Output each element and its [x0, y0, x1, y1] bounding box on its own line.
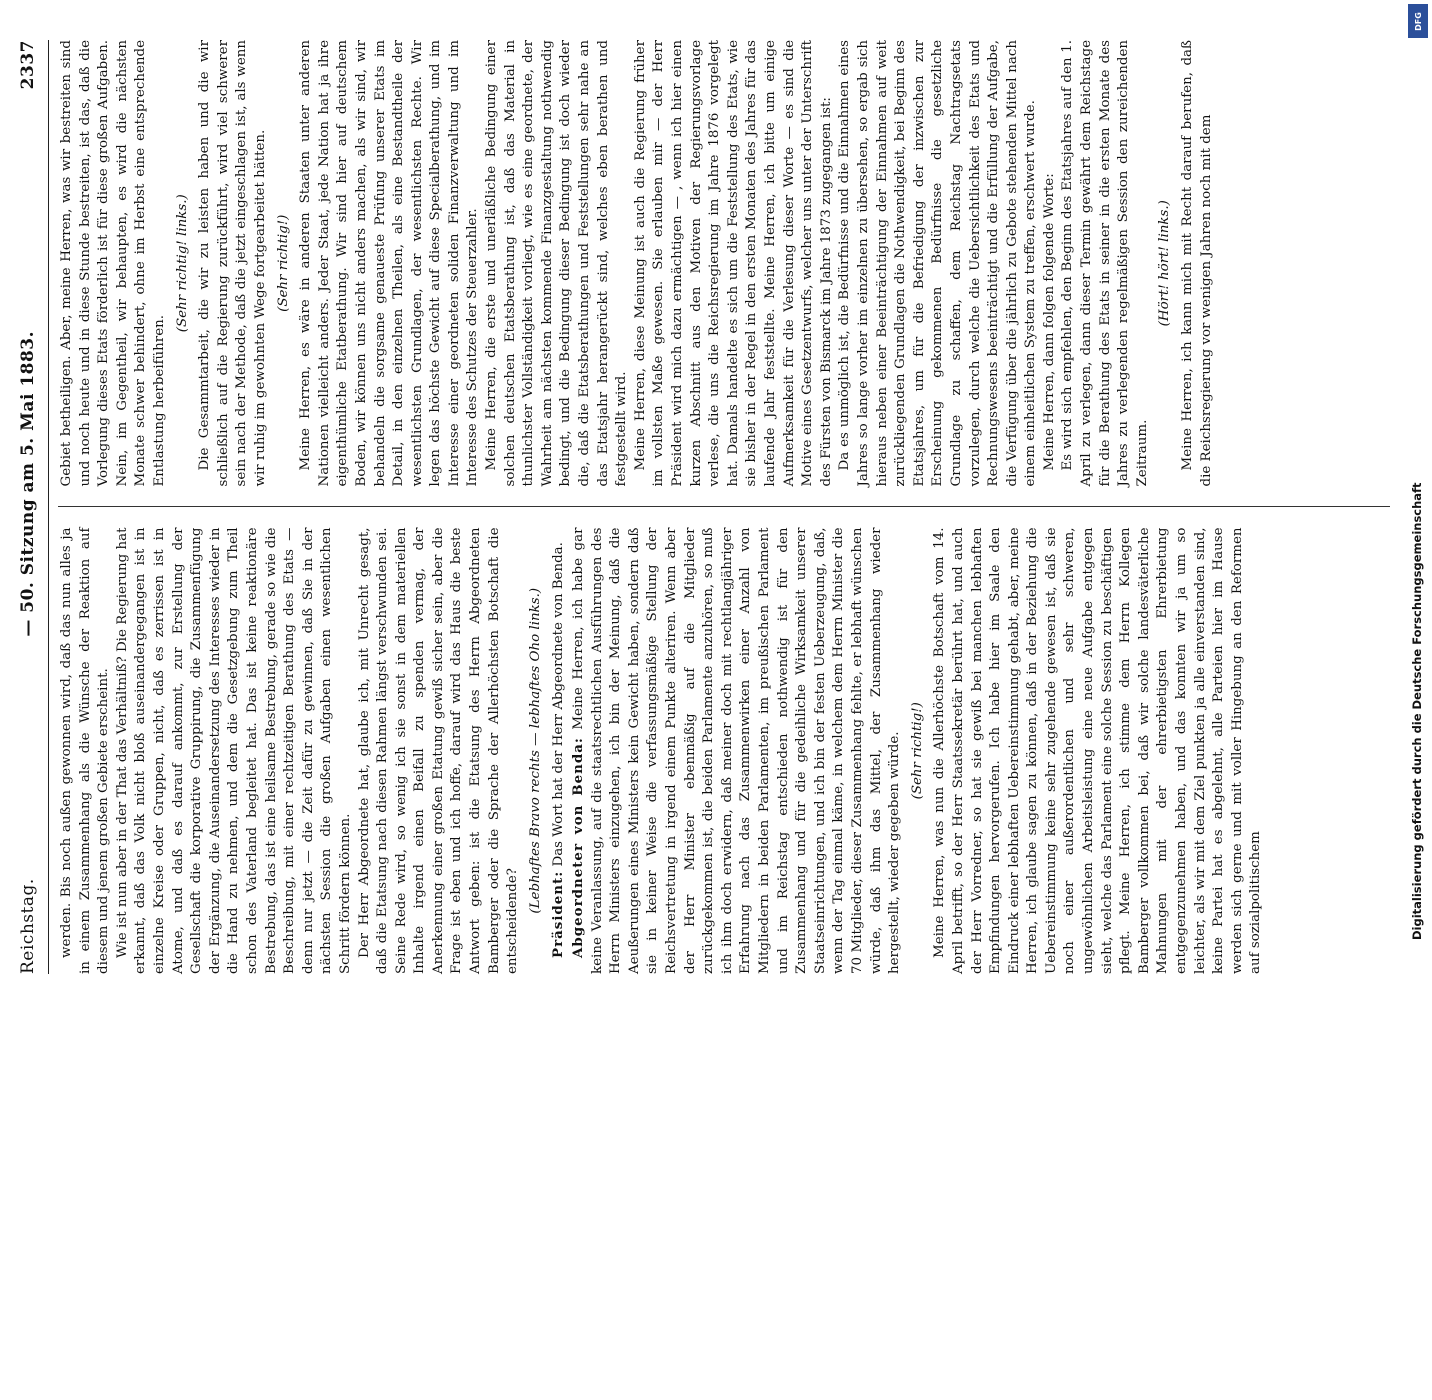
- paragraph: [1179, 40, 1216, 487]
- paragraph-text: Der Herr Abgeordnete hat, glaube ich, mit Unrecht gesagt, daß die Etatsung nach diesen Rahmen längst verschwunden sei. Seine Rede wird, so wenig ich sie sonst in dem materiellen Inhalte irgend einen Beifall zu spenden vermag, der Anerkennung einer großen Etatung gewiß sicher sein, aber die Frage ist eben und ich hoffe, darauf wird das Haus die beste Antwort geben: ist die Etatsung des Herrn Abgeordneten Bamberger oder die Sprache der Allerhöchsten Botschaft die entscheidende?: [356, 527, 521, 974]
- paragraph: [483, 40, 632, 487]
- paragraph: [836, 40, 1041, 487]
- paragraph-text: Meine Herren, ich habe gar keine Veranlassung, auf die staatsrechtlichen Ausführungen des Herrn Ministers einzugehen, ich bin der Meinung, daß die Aeußerungen eines Ministers kein Gewicht haben, sondern daß sie in keiner Weise die verfassungsmäßige Stellung der Reichsvertretung in irgend einem Punkte alteriren. Wenn aber der Herr Minister ebenmäßig auf die Mitglieder zurückgekommen ist, die beiden Parlamente anzuhören, so muß ich ihm doch erwidern, daß meiner doch mit rechtlangjähriger Erfahrung nach das Zusammenwirken einer Anzahl von Mitgliedern in beiden Parlamenten, im preußischen Parlament und im Reichstag entschieden nothwendig ist für den Zusammenhang und für die gedeihliche Wirksamkeit unserer Staatseinrichtungen, und ich bin der festen Ueberzeugung, daß, wenn der Tag einmal käme, in welchem dem Herrn Minister die 70 Mitglieder, dieser Zusammenhang fehlte, er lebhaft wünschen würde, daß ihm das Mittel, der Zusammenhang wieder hergestellt, wieder gegeben würde.: [571, 527, 903, 974]
- paragraph-text: Die Gesammtarbeit, die wir zu leisten haben und die wir schließlich auf die Regierung zurückführt, wird viel schwerer sein nach der Methode, daß die jetzt eingeschlagen ist, als wenn wir ruhig im gewohnten Wege fortgearbeitet hätten.: [197, 40, 268, 487]
- page-number: 2337: [18, 40, 38, 90]
- interjection: (Sehr richtig!): [275, 214, 291, 312]
- paragraph: [297, 40, 483, 487]
- rotated-page-content: [8, 10, 1400, 992]
- paragraph: [1041, 40, 1060, 487]
- paragraph-text: Meine Herren, es wäre in anderen Staaten unter anderen Nationen vielleicht anders. Jeder Staat, jede Nation hat ja ihre eigenthümliche Etatberathung. Wir sind hier auf deutschem Boden, wir können uns nicht anders machen, als wir sind, wir behandeln die sorgsame genaueste Prüfung unserer Etats im Detail, in den einzelnen Theilen, als eine Bestandtheile der wesentlichsten Grundlagen, der wesentlichsten Rechte. Wir legen das höchste Gewicht auf diese Specialberathung, und im Interesse einer geordneten soliden Finanzverwaltung und im Interesse des Schutzes der Steuerzahler.: [298, 40, 481, 487]
- interjection: (Lebhaftes Bravo rechts — lebhaftes Oho links.): [527, 587, 543, 914]
- paragraph-text: Gebiet betheiligen. Aber, meine Herren, was wir bestreiten sind und noch heute und in diese Stunde bestreiten, ist das, daß die Vorlegung dieses Etats förderlich ist für diese großen Aufgaben. Nein, im Gegentheil, wir behaupten, es wird die nächsten Monate schwer behindert, ohne im Herbst eine entsprechende Entlastung herbeiführen.: [59, 40, 167, 487]
- scanned-page: [8, 8, 1264, 1400]
- right-column: [58, 40, 1390, 487]
- paragraph: [114, 528, 356, 975]
- column-divider: [58, 507, 1390, 508]
- paragraph-text: Meine Herren, dann folgen folgende Worte:: [1041, 173, 1057, 471]
- paragraph: [931, 528, 1266, 975]
- dfg-logo-text: DFG: [1413, 11, 1423, 31]
- paragraph-text: Meine Herren, was nun die Allerhöchste Botschaft vom 14. April betrifft, so der Herr Staatssekretär berührt hat, und auch der Herr Vorredner, so hat sie gewiß bei manchen lebhaften Empfindungen hervorgerufen. Ich habe hier im Saale den Eindruck einer lebhaften Uebereinstimmung gehabt, aber, meine Herren, ich glaube sagen zu können, daß in der Beziehung die Uebereinstimmung keine sehr zugehende gewesen ist, daß sie noch einer außerordentlichen und sehr schweren, ungewöhnlichen Arbeitsleistung eine neue Aufgabe entgegen sieht, welche das Parlament eine solche Session zu beschäftigen pflegt. Meine Herren, ich stimme dem Herrn Kollegen Bamberger vollkommen bei, daß wir solche landesväterliche Mahnungen mit der ehrerbietigsten Ehrerbietung entgegenzunehmen haben, und das konnten wir ja um so leichter, als wir mit dem Ziel punkten ja alle einverstanden sind, keine Partei hat es abgelehnt, alle Parteien hier im Hause werden sich gerne und mit voller Hingebung an den Reformen auf sozialpolitischem: [932, 527, 1264, 974]
- paragraph-text: Da es unmöglich ist, die Bedürfnisse und die Einnahmen eines Jahres so lange vorher im einzelnen zu übersehen, so ergab sich hieraus neben einer Beeinträchtigung der Einnahmen auf weit zurückliegenden Grundlagen die Nothwendigkeit, bei Beginn des Etatsjahres, um für die Befriedigung der inzwischen zur Erscheinung gekommenen Bedürfnisse die gesetzliche Grundlage zu schaffen, dem Reichstag Nachtragsetats vorzulegen, durch welche die Uebersichtlichkeit des Etats und Rechnungswesens beeinträchtigt und die Erfüllung der Aufgabe, die Verfügung über die jährlich zu Gebote stehenden Mittel nach einem einheitlichen System zu treffen, erschwert wurde.: [837, 40, 1039, 487]
- paragraph: [58, 528, 114, 975]
- digitization-note-text: Digitalisierung gefördert durch die Deutsche Forschungsgemeinschaft: [1410, 482, 1424, 940]
- running-head: [18, 40, 44, 974]
- interjection: (Sehr richtig!): [909, 702, 925, 800]
- paragraph-text: Meine Herren, die erste und unerläßliche Bedingung einer solchen deutschen Etatsberathung ist, daß das Material in thunlichster Vollständigkeit vorliegt, wie es eine geordnete, der Wahrheit am nächsten kommende Finanzgestaltung nothwendig bedingt, und die Bedingung dieser Bedingung ist doch wieder die, daß die Etatsberathungen und Feststellungen sehr nahe an das Etatsjahr herangerückt sind, welches eben berathen und festgestellt wird.: [484, 40, 630, 487]
- speaker-name: Abgeordneter von Benda:: [570, 737, 587, 958]
- interjection: (Sehr richtig! links.): [174, 194, 190, 333]
- running-head-left: Reichstag.: [18, 878, 38, 974]
- paragraph-text: Wie ist nun aber in der That das Verhältniß? Die Regierung hat erkannt, daß das Volk nicht bloß auseinandergegangen ist in einzelne Kreise oder Gruppen, nicht, daß es zerrissen ist in Atome, und daß es darauf ankommt, zur Erstellung der Gesellschaft die korporative Gruppirung, die Zusammenfügung der Ergänzung, die Auseinandersetzung des Interesses wieder in die Hand zu nehmen, und dem die Gesetzgebung zum Theil schon des Vaterland begleitet hat. Das ist keine reaktionäre Bestrebung, das ist eine heilsame Bestrebung, gerade so wie die Beschreibung, mit einer rechtzeitigen Berathung des Etats — denn nur jetzt — die Zeit dafür zu gewinnen, daß Sie in der nächsten Session die großen Aufgaben einen wesentlichen Schritt fördern können.: [114, 527, 353, 974]
- dfg-logo: [1408, 4, 1428, 38]
- paragraph: [569, 528, 905, 975]
- paragraph: [356, 528, 523, 975]
- header-rule: [48, 40, 49, 974]
- paragraph-text: Das Wort hat der Herr Abgeordnete von Benda.: [551, 542, 567, 867]
- paragraph-text: werden. Bis noch außen gewonnen wird, daß das nun alles ja in einem Zusammenhang als die Wünsche der Reaktion auf diesem und jenem großen Gebiete erscheint.: [59, 527, 112, 974]
- speaker-name: Präsident:: [550, 870, 567, 958]
- paragraph: [58, 40, 170, 487]
- paragraph-text: Es wird sich empfehlen, den Beginn des Etatsjahres auf den 1. April zu verlegen, dann dieser Termin gewährt dem Reichstage für die Berathung des Etats in seiner in die ersten Monate des Jahres zu verlegenden regelmäßigen Session den zureichenden Zeitraum.: [1060, 40, 1150, 487]
- left-column: [58, 528, 1390, 975]
- paragraph: [549, 528, 569, 975]
- paragraph: [632, 40, 837, 487]
- running-head-title: — 50. Sitzung am 5. Mai 1883.: [18, 330, 38, 637]
- paragraph-text: Meine Herren, diese Meinung ist auch die Regierung früher im vollsten Maße gewesen. Sie erlauben mir — der Herr Präsident wird mich dazu ermächtigen — , wenn ich hier einen kurzen Abschnitt aus den Motiven der Regierungsvorlage verlese, die uns die Reichsregierung im Jahre 1876 vorgelegt hat. Damals handelte es sich um die Feststellung des Etats, wie sie bisher in der Regel in den ersten Monaten des Jahres für das laufende Jahr feststellte. Meine Herren, ich bitte um einige Aufmerksamkeit für die Verlesung dieser Worte — es sind die Motive eines Gesetzentwurfs, welcher uns unter der Unterschrift des Fürsten von Bismarck im Jahre 1873 zugegangen ist:: [632, 40, 834, 487]
- interjection: (Hört! hört! links.): [1157, 200, 1173, 327]
- paragraph: [196, 40, 270, 487]
- paragraph-text: Meine Herren, ich kann mich mit Recht darauf berufen, daß die Reichsregierung vor wenigen Jahren noch mit dem: [1180, 40, 1214, 487]
- paragraph: [1059, 40, 1152, 487]
- digitization-note: [1408, 40, 1428, 960]
- text-columns: [58, 40, 1390, 974]
